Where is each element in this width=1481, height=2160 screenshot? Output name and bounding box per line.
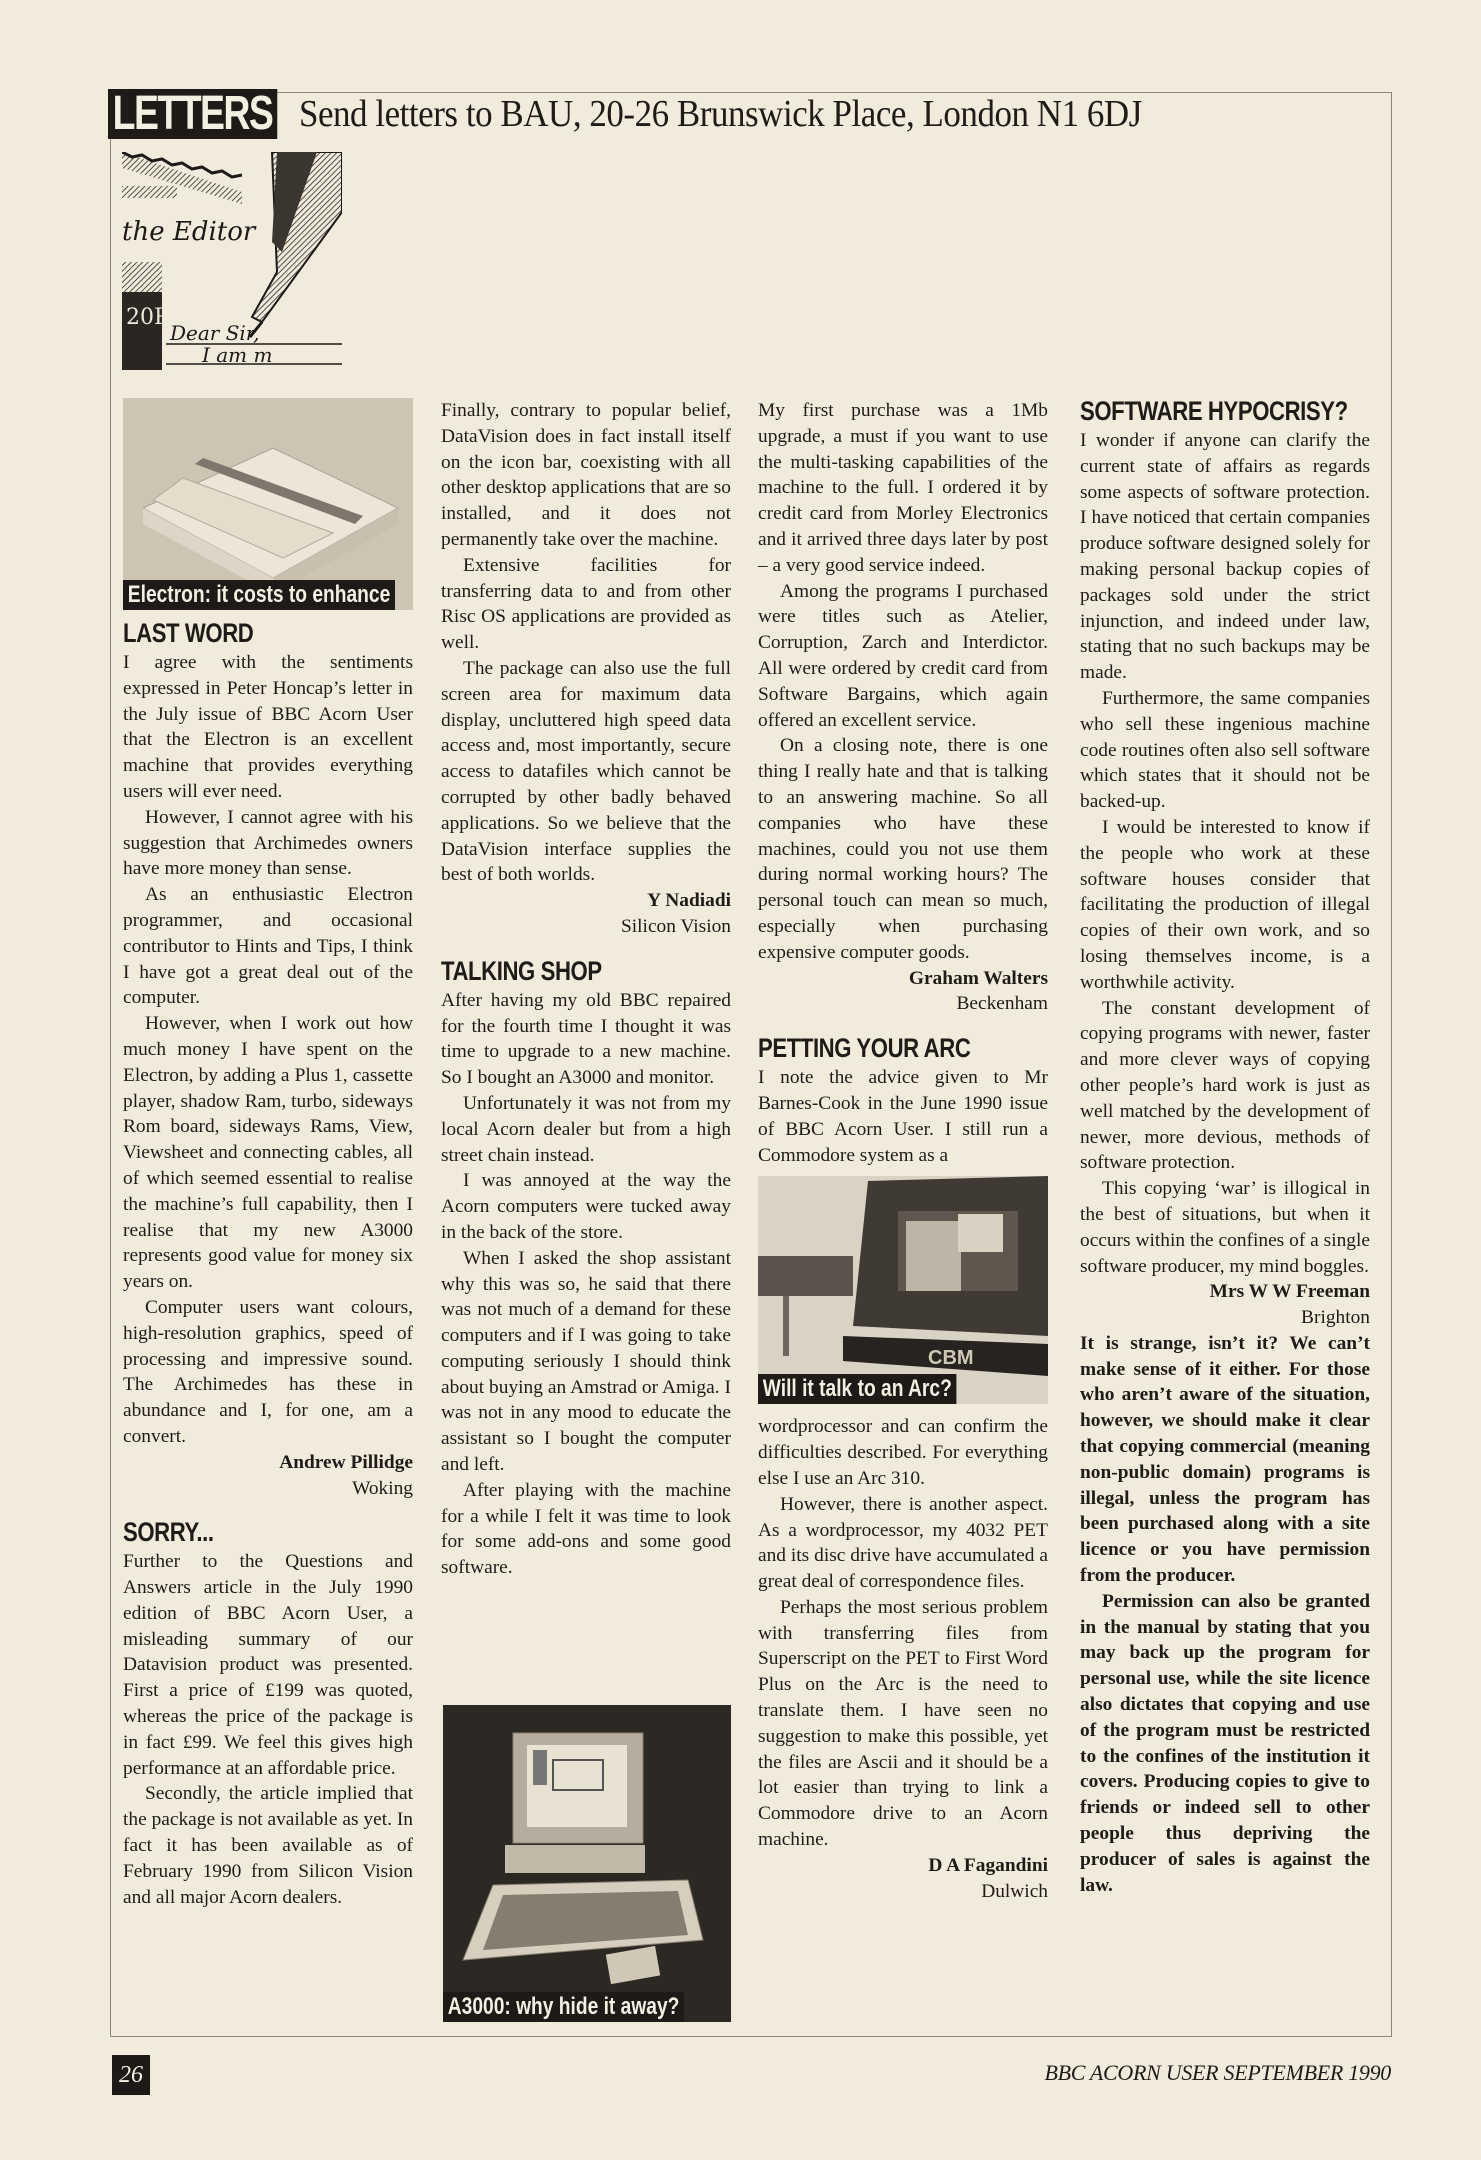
letter-paragraph: I wonder if anyone can clarify the current state of affairs as regards some aspects of software protection. I have noticed that certain companies produce software designed solely for making personal backup copies of packages sold under the strict injunction, and indeed under law, stating that no such backups may be made.	[1080, 430, 1370, 684]
letter-paragraph: This copying ‘war’ is illogical in the best of situations, but when it occurs within the confines of a single software producer, my mind boggles.	[1080, 1178, 1370, 1277]
letter-paragraph: Among the programs I purchased were titles such as Atelier, Corruption, Zarch and Interdictor. All were ordered by credit card from Software Bargains, which again offered an excellent service.	[758, 580, 1048, 731]
letter-paragraph: Extensive facilities for transferring data to and from other Risc OS applications are provided as well.	[441, 554, 731, 654]
letter-paragraph: After playing with the machine for a while I felt it was time to look for some add-ons and some good software.	[441, 1479, 731, 1579]
letter-paragraph: After having my old BBC repaired for the fourth time I thought it was time to upgrade to a new machine. So I bought an A3000 and monitor.	[441, 989, 731, 1089]
dear-sir-handwriting: Dear Sir,	[170, 321, 260, 345]
letter-paragraph: I note the advice given to Mr Barnes-Cook in the June 1990 issue of BBC Acorn User. I still run a Commodore system as a	[758, 1067, 1048, 1166]
editor-reply-paragraph: It is strange, isn’t it? We can’t make sense of it either. For those who aren’t aware of the situation, however, we should make it clear that copying commercial (meaning non-public domain) programs is illegal, unless the program has been purchased along with a site licence or you have permission from the producer.	[1080, 1332, 1370, 1587]
letter-paragraph: However, I cannot agree with his suggestion that Archimedes owners have more money than sense.	[123, 806, 413, 880]
photo-caption: A3000: why hide it away?	[443, 1992, 684, 2022]
letters-header	[108, 88, 1215, 140]
editor-reply-paragraph: Permission can also be granted in the manual by stating that you may back up the program for personal use, while the site licence also dictates that copying and use of the program must be restricted to the confines of the institution it covers. Producing copies to give to friends or indeed sell to other people thus depriving the producer of sales is against the law.	[1080, 1590, 1370, 1896]
pen-and-letter-illustration	[122, 152, 342, 370]
letter-paragraph: Computer users want colours, high-resolution graphics, speed of processing and impressive sound. The Archimedes has these in abundance and I, for one, am a convert.	[123, 1296, 413, 1447]
letter-paragraph: Finally, contrary to popular belief, DataVision does in fact install itself on the icon bar, coexisting with all other desktop applications that are so installed, and it does not permanently take over the machine.	[441, 400, 731, 550]
commodore-monitor-image	[758, 1176, 1048, 1404]
signature-name: Mrs W W Freeman	[1209, 1281, 1370, 1303]
letter-paragraph: Secondly, the article implied that the package is not available as yet. In fact it has been available as of February 1990 from Silicon Vision and all major Acorn dealers.	[123, 1783, 413, 1908]
a3000-photo	[443, 1705, 731, 2022]
letter-paragraph: The package can also use the full screen area for maximum data display, uncluttered high speed data access and, most importantly, secure access to datafiles which cannot be corrupted by other badly behaved applications. So we believe that the DataVision interface supplies the best of both worlds.	[441, 657, 731, 886]
letter-heading: LAST WORD	[123, 618, 254, 648]
letter-paragraph: On a closing note, there is one thing I really hate and that is talking to an answering machine. So all companies who have these machines, could you not use them during normal working hours? The personal touch can mean so much, especially when purchasing expensive computer goods.	[758, 735, 1048, 963]
letter-paragraph: Unfortunately it was not from my local Acorn dealer but from a high street chain instead.	[441, 1092, 731, 1166]
letter-paragraph: However, when I work out how much money I have spent on the Electron, by adding a Plus 1, cassette player, shadow Ram, turbo, sideways Rom board, sideways Rams, View, Viewsheet and connecting cables, all of which seemed essential to realise the machine’s full capability, then I realise that my new A3000 represents good value for money six years on.	[123, 1013, 413, 1293]
letter-paragraph: My first purchase was a 1Mb upgrade, a must if you want to use the multi-tasking capabilities of the machine to the full. I ordered it by credit card from Morley Electronics and it arrived three days later by post – a very good service indeed.	[758, 400, 1048, 576]
signature-name: Graham Walters	[908, 967, 1048, 989]
a3000-computer-image	[443, 1705, 731, 2022]
letter-paragraph: The constant development of copying programs with newer, faster and more clever ways of copying other people’s hard work is just as well matched by the development of newer, more devious, methods of software protection.	[1080, 997, 1370, 1174]
letter-heading: TALKING SHOP	[441, 955, 602, 986]
section-tag: LETTERS	[108, 89, 277, 139]
magazine-footer: BBC ACORN USER SEPTEMBER 1990	[1044, 2060, 1391, 2085]
letter-paragraph: I agree with the sentiments expressed in Peter Honcap’s letter in the July issue of BBC Acorn User that the Electron is an excellent machine that provides everything users will ever need.	[123, 652, 413, 802]
signature-name: D A Fagandini	[928, 1854, 1048, 1876]
letter-paragraph: Furthermore, the same companies who sell these ingenious machine code routines often also sell software which states that it should not be backed-up.	[1080, 687, 1370, 813]
letter-paragraph: Perhaps the most serious problem with transferring files from Superscript on the PET to First Word Plus on the Arc is the need to translate them. I have seen no suggestion to make this possible, yet the files are Ascii and it should be a lot easier than trying to link a Commodore drive to an Acorn machine.	[758, 1596, 1048, 1851]
photo-caption: Electron: it costs to enhance	[123, 580, 395, 610]
signature-location: Woking	[352, 1477, 413, 1499]
i-am-handwriting: I am m	[202, 343, 273, 367]
electron-computer-image	[123, 398, 413, 610]
editor-handwriting: the Editor	[122, 217, 256, 247]
letter-paragraph: As an enthusiastic Electron programmer, and occasional contributor to Hints and Tips, I think I have got a great deal out of the computer.	[123, 884, 413, 1009]
letter-paragraph: I was annoyed at the way the Acorn computers were tucked away in the back of the store.	[441, 1170, 731, 1243]
signature-location: Beckenham	[956, 993, 1048, 1015]
letter-heading: SORRY...	[123, 1517, 214, 1548]
signature-location: Silicon Vision	[621, 915, 731, 937]
letter-paragraph: When I asked the shop assistant why this was so, he said that there was not much of a demand for these computers and if I was going to take computing seriously I should think about buying an Amstrad or Amiga. I was not in any mood to educate the assistant so I bought the computer and left.	[441, 1247, 731, 1476]
letter-heading: SOFTWARE HYPOCRISY?	[1080, 396, 1348, 426]
letter-paragraph: wordprocessor and can confirm the difficulties described. For everything else I use an Arc 310.	[758, 1416, 1048, 1489]
letter-paragraph: Further to the Questions and Answers article in the July 1990 edition of BBC Acorn User, a misleading summary of our Datavision product was presented. First a price of £199 was quoted, whereas the price of the package is in fact £99. We feel this gives high performance at an affordable price.	[123, 1551, 413, 1779]
signature-name: Y Nadiadi	[647, 890, 731, 912]
letters-address: Send letters to BAU, 20-26 Brunswick Place, London N1 6DJ	[298, 93, 1142, 135]
letter-heading: PETTING YOUR ARC	[758, 1033, 971, 1064]
commodore-photo	[758, 1176, 1048, 1404]
photo-caption: Will it talk to an Arc?	[758, 1374, 957, 1404]
cbm-label: CBM	[928, 1347, 974, 1370]
column-2	[441, 398, 731, 1581]
letter-paragraph: However, there is another aspect. As a wordprocessor, my 4032 PET and its disc drive have accumulated a great deal of correspondence files.	[758, 1493, 1048, 1593]
electron-photo	[123, 398, 413, 610]
signature-location: Brighton	[1301, 1307, 1370, 1329]
column-4	[1080, 394, 1370, 1898]
column-3	[758, 398, 1048, 1904]
column-1	[123, 398, 413, 1910]
signature-location: Dulwich	[981, 1880, 1048, 1902]
letter-paragraph: I would be interested to know if the people who work at these software houses consider that facilitating the production of illegal copies of their own work, and so losing themselves income, is a worthwhile activity.	[1080, 816, 1370, 993]
signature-name: Andrew Pillidge	[279, 1451, 413, 1473]
stamp-value: 20P	[126, 305, 169, 330]
page-number: 26	[112, 2055, 150, 2095]
